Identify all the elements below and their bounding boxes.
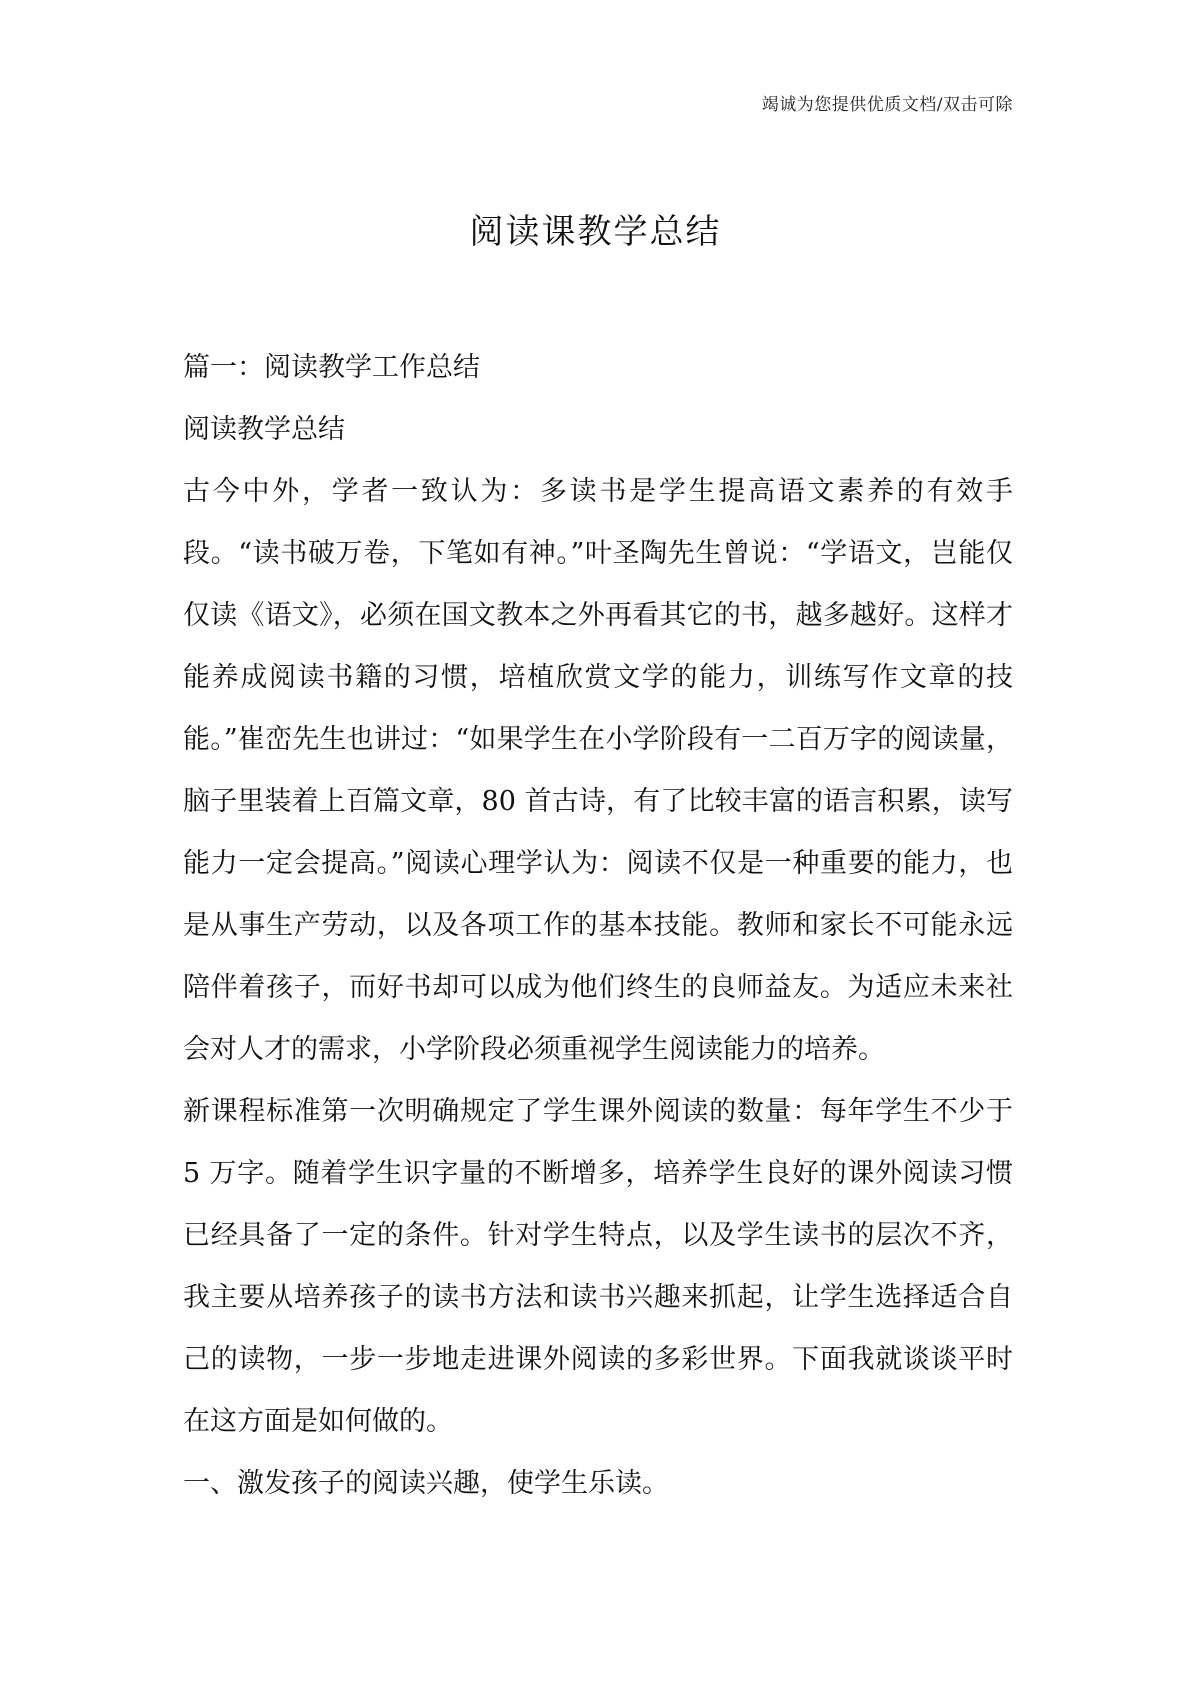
section-heading: 篇一：阅读教学工作总结	[183, 352, 480, 383]
document-title: 阅读课教学总结	[469, 212, 722, 252]
paragraph: 一、激发孩子的阅读兴趣，使学生乐读。	[183, 1468, 669, 1499]
document-body	[183, 337, 1013, 1515]
header-note: 竭诚为您提供优质文档/双击可除	[761, 95, 1013, 115]
paragraph: 新课程标准第一次明确规定了学生课外阅读的数量：每年学生不少于 5 万字。随着学生识字量的不断增多，培养学生良好的课外阅读习惯已经具备了一定的条件。针对学生特点，以及学生读书的层次不齐，我主要从培养孩子的读书方法和读书兴趣来抓起，让学生选择适合自己的读物，一步一步地走进课外阅读的多彩世界。下面我就谈谈平时在这方面是如何做的。	[183, 1096, 1013, 1437]
subheading: 阅读教学总结	[183, 414, 345, 445]
paragraph: 古今中外，学者一致认为：多读书是学生提高语文素养的有效手段。“读书破万卷，下笔如有神。”叶圣陶先生曾说：“学语文，岂能仅仅读《语文》，必须在国文教本之外再看其它的书，越多越好。这样才能养成阅读书籍的习惯，培植欣赏文学的能力，训练写作文章的技能。”崔峦先生也讲过：“如果学生在小学阶段有一二百万字的阅读量，脑子里装着上百篇文章，80 首古诗，有了比较丰富的语言积累，读写能力一定会提高。”阅读心理学认为：阅读不仅是一种重要的能力，也是从事生产劳动，以及各项工作的基本技能。教师和家长不可能永远陪伴着孩子，而好书却可以成为他们终生的良师益友。为适应未来社会对人才的需求，小学阶段必须重视学生阅读能力的培养。	[183, 476, 1013, 1065]
